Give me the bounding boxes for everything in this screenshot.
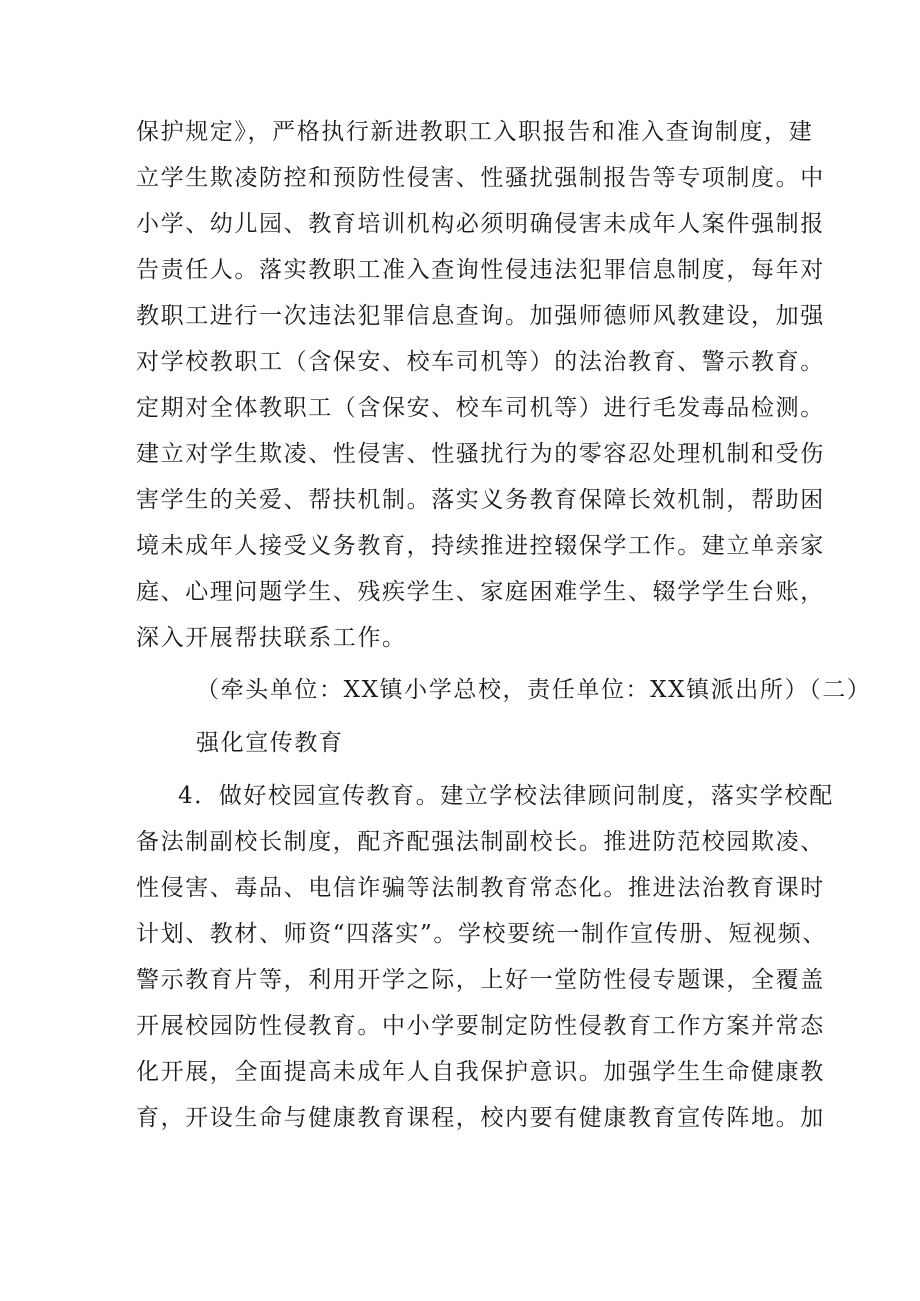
body-text-line: 定期对全体教职工（含保安、校车司机等）进行毛发毒品检测。 <box>136 395 825 421</box>
body-text-line: 建立对学生欺凌、性侵害、性骚扰行为的零容忍处理机制和受伤 <box>136 441 825 467</box>
body-text-line: 育，开设生命与健康教育课程，校内要有健康教育宣传阵地。加 <box>136 1105 825 1131</box>
responsibility-note: （牵头单位：XX镇小学总校，责任单位：XX镇派出所）（二） <box>196 677 872 703</box>
body-text-line: 庭、心理问题学生、残疾学生、家庭困难学生、辍学学生台账， <box>136 579 825 605</box>
body-text-line: 化开展，全面提高未成年人自我保护意识。加强学生生命健康教 <box>136 1059 825 1085</box>
body-text-line: 深入开展帮扶联系工作。 <box>136 625 407 651</box>
body-text-line: 4．做好校园宣传教育。建立学校法律顾问制度，落实学校配 <box>178 783 834 809</box>
body-text-line: 立学生欺凌防控和预防性侵害、性骚扰强制报告等专项制度。中 <box>136 165 825 191</box>
body-text-line: 警示教育片等，利用开学之际，上好一堂防性侵专题课，全覆盖 <box>136 967 825 993</box>
body-text-line: 小学、幼儿园、教育培训机构必须明确侵害未成年人案件强制报 <box>136 211 825 237</box>
body-text-line: 境未成年人接受义务教育，持续推进控辍保学工作。建立单亲家 <box>136 533 825 559</box>
body-text-line: 备法制副校长制度，配齐配强法制副校长。推进防范校园欺凌、 <box>136 829 825 855</box>
body-text-line: 害学生的关爱、帮扶机制。落实义务教育保障长效机制，帮助困 <box>136 487 825 513</box>
body-text-line: 告责任人。落实教职工准入查询性侵违法犯罪信息制度，每年对 <box>136 257 825 283</box>
body-text-line: 计划、教材、师资“四落实”。学校要统一制作宣传册、短视频、 <box>136 921 827 947</box>
body-text-line: 性侵害、毒品、电信诈骗等法制教育常态化。推进法治教育课时 <box>136 875 825 901</box>
section-heading: 强化宣传教育 <box>196 730 344 756</box>
body-text-line: 对学校教职工（含保安、校车司机等）的法治教育、警示教育。 <box>136 349 825 375</box>
body-text-line: 开展校园防性侵教育。中小学要制定防性侵教育工作方案并常态 <box>136 1013 825 1039</box>
body-text-line: 保护规定》，严格执行新进教职工入职报告和准入查询制度，建 <box>136 119 814 145</box>
body-text-line: 教职工进行一次违法犯罪信息查询。加强师德师风教建设，加强 <box>136 303 825 329</box>
